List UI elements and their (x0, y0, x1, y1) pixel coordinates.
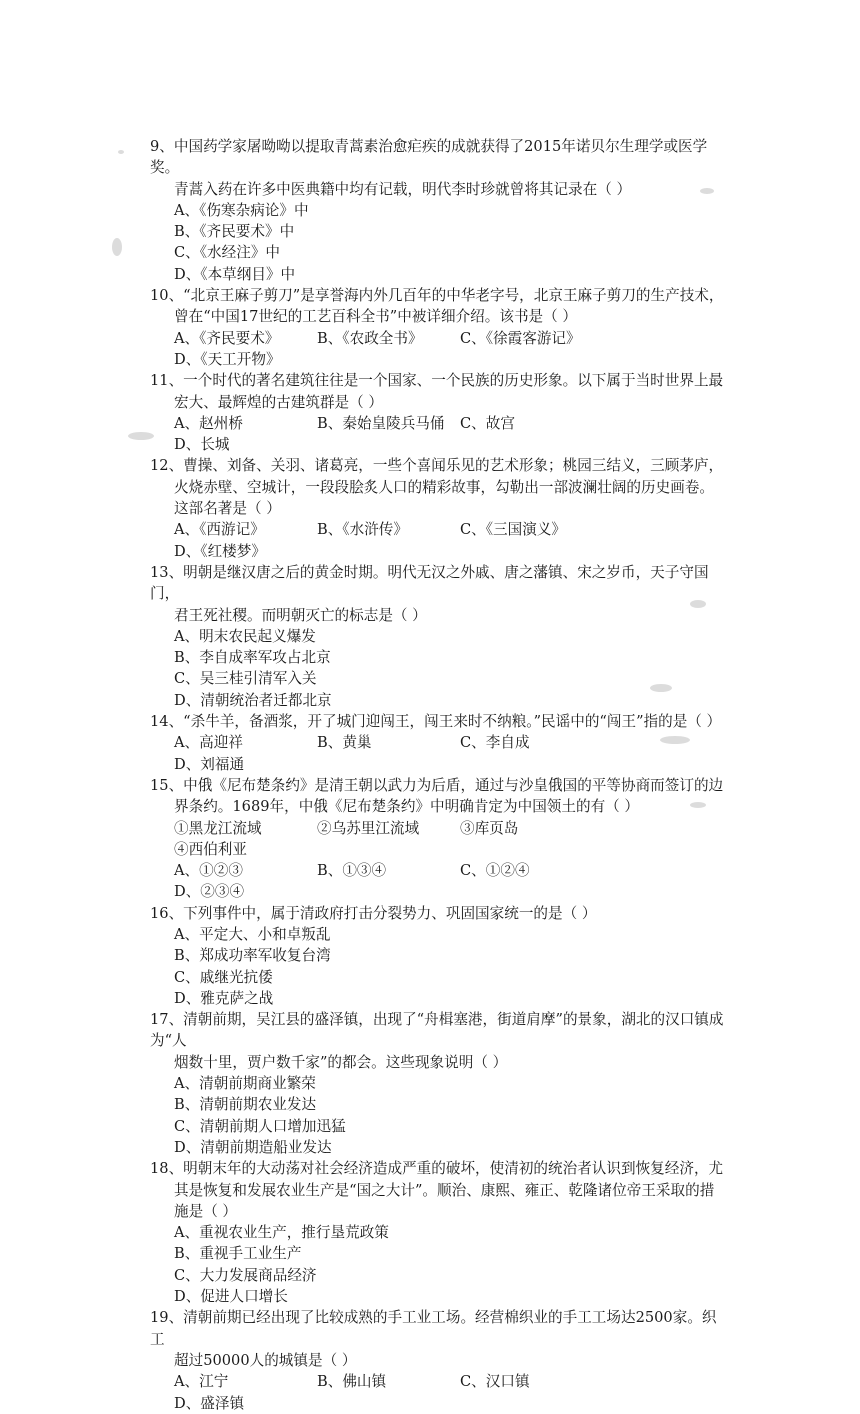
option-c: C、故宫 (460, 414, 515, 432)
question-13 (150, 562, 725, 711)
question-stem: 清朝前期，吴江县的盛泽镇，出现了“舟楫塞港，街道肩摩”的景象，湖北的汉口镇成为“人 (150, 1011, 724, 1050)
question-stem: “北京王麻子剪刀”是享誉海内外几百年的中华老字号，北京王麻子剪刀的生产技术， (183, 287, 724, 305)
question-number: 16、 (150, 904, 184, 922)
option-d: D、《本草纲目》中 (174, 265, 296, 283)
option-b: B、《齐民要术》中 (174, 223, 295, 241)
option-b: B、重视手工业生产 (174, 1245, 302, 1263)
option-c: C、汉口镇 (460, 1373, 530, 1391)
question-stem: 曹操、刘备、关羽、诸葛亮，一些个喜闻乐见的艺术形象；桃园三结义，三顾茅庐， (183, 457, 724, 475)
question-12 (150, 455, 725, 561)
question-11 (150, 370, 725, 455)
option-c: C、清朝前期人口增加迅猛 (174, 1117, 346, 1135)
question-stem: 一个时代的著名建筑往往是一个国家、一个民族的历史形象。以下属于当时世界上最 (183, 372, 724, 390)
sub-item-3: ③库页岛 (460, 819, 519, 837)
question-number: 14、 (150, 713, 184, 731)
option-a: A、清朝前期商业繁荣 (174, 1075, 316, 1093)
option-d: D、清朝前期造船业发达 (174, 1138, 332, 1156)
question-18 (150, 1158, 725, 1307)
option-c: C、吴三桂引清军入关 (174, 670, 317, 688)
question-stem: 明朝末年的大动荡对社会经济造成严重的破坏，使清初的统治者认识到恢复经济，尤 (183, 1160, 724, 1178)
question-stem-cont: 火烧赤壁、空城计，一段段脍炙人口的精彩故事，勾勒出一部波澜壮阔的历史画卷。这部名著是（ ） (174, 478, 714, 518)
question-stem-cont: 宏大、最辉煌的古建筑群是（ ） (174, 393, 383, 411)
scan-noise (118, 150, 124, 154)
question-stem-cont: 烟数十里，贾户数千家”的都会。这些现象说明（ ） (174, 1053, 508, 1071)
option-a: A、①②③ (174, 862, 243, 880)
question-stem-cont: 曾在“中国17世纪的工艺百科全书”中被详细介绍。该书是（ ） (174, 308, 577, 326)
option-d: D、清朝统治者迁都北京 (174, 691, 332, 709)
sub-item-1: ①黑龙江流域 (174, 819, 262, 837)
option-c: C、《三国演义》 (460, 521, 567, 539)
option-a: A、《齐民要术》 (174, 329, 280, 347)
option-b: B、《水浒传》 (317, 521, 408, 539)
option-c: C、《徐霞客游记》 (460, 329, 581, 347)
question-stem: “杀牛羊，备酒浆，开了城门迎闯王，闯王来时不纳粮。”民谣中的“闯王”指的是（ ） (183, 713, 722, 731)
question-14 (150, 711, 725, 775)
question-10 (150, 285, 725, 370)
question-15 (150, 775, 725, 903)
option-c: C、戚继光抗倭 (174, 968, 273, 986)
option-a: A、平定大、小和卓叛乱 (174, 925, 331, 943)
option-d: D、促进人口增长 (174, 1288, 288, 1306)
option-b: B、《农政全书》 (317, 329, 423, 347)
question-stem: 中俄《尼布楚条约》是清王朝以武力为后盾，通过与沙皇俄国的平等协商而签订的边 (183, 776, 724, 794)
option-a: A、《伤寒杂病论》中 (174, 201, 309, 219)
question-number: 15、 (150, 776, 184, 794)
option-b: B、秦始皇陵兵马俑 (317, 414, 445, 432)
option-d: D、《天工开物》 (174, 350, 281, 368)
question-number: 19、 (150, 1309, 184, 1327)
option-d: D、刘福通 (174, 755, 245, 773)
question-list (150, 136, 725, 1414)
question-stem-cont: 青蒿入药在许多中医典籍中均有记载，明代李时珍就曾将其记录在（ ） (174, 180, 632, 198)
question-number: 11、 (150, 372, 184, 390)
question-17 (150, 1009, 725, 1158)
option-b: B、郑成功率军收复台湾 (174, 947, 331, 965)
question-stem: 下列事件中，属于清政府打击分裂势力、巩固国家统一的是（ ） (183, 904, 597, 922)
sub-item-4: ④西伯利亚 (174, 840, 247, 858)
scan-noise (112, 238, 122, 256)
option-b: B、佛山镇 (317, 1373, 387, 1391)
option-a: A、江宁 (174, 1373, 229, 1391)
question-16 (150, 903, 725, 1009)
sub-item-2: ②乌苏里江流域 (317, 819, 420, 837)
option-d: D、②③④ (174, 883, 245, 901)
option-c: C、①②④ (460, 862, 530, 880)
option-a: A、《西游记》 (174, 521, 265, 539)
question-number: 9、 (150, 138, 174, 155)
question-stem-cont: 君王死社稷。而明朝灭亡的标志是（ ） (174, 606, 427, 624)
option-a: A、重视农业生产，推行垦荒政策 (174, 1224, 389, 1242)
option-a: A、明末农民起义爆发 (174, 627, 316, 645)
option-d: D、《红楼梦》 (174, 542, 266, 560)
option-c: C、李自成 (460, 734, 530, 752)
question-number: 17、 (150, 1011, 184, 1029)
question-stem: 明朝是继汉唐之后的黄金时期。明代无汉之外戚、唐之藩镇、宋之岁币，天子守国门， (150, 563, 709, 603)
option-d: D、雅克萨之战 (174, 989, 274, 1007)
question-number: 13、 (150, 563, 184, 581)
question-number: 18、 (150, 1160, 184, 1178)
question-stem: 清朝前期已经出现了比较成熟的手工业工场。经营棉织业的手工工场达2500家。织工 (150, 1309, 717, 1348)
option-a: A、赵州桥 (174, 414, 243, 432)
option-a: A、高迎祥 (174, 734, 243, 752)
option-c: C、《水经注》中 (174, 244, 281, 262)
question-9 (150, 136, 725, 285)
option-d: D、盛泽镇 (174, 1394, 245, 1412)
option-c: C、大力发展商品经济 (174, 1266, 317, 1284)
option-b: B、李自成率军攻占北京 (174, 649, 331, 667)
question-number: 12、 (150, 457, 184, 475)
question-number: 10、 (150, 287, 184, 305)
question-stem-cont: 界条约。1689年，中俄《尼布楚条约》中明确肯定为中国领土的有（ ） (174, 798, 640, 816)
question-stem-cont: 超过50000人的城镇是（ ） (174, 1351, 357, 1369)
question-stem-cont: 其是恢复和发展农业生产是“国之大计”。顺治、康熙、雍正、乾隆诸位帝王采取的措施是（ ） (174, 1181, 715, 1220)
option-b: B、黄巢 (317, 734, 372, 752)
question-stem: 中国药学家屠呦呦以提取青蒿素治愈疟疾的成就获得了2015年诺贝尔生理学或医学奖。 (150, 138, 708, 177)
option-b: B、①③④ (317, 862, 387, 880)
question-19 (150, 1307, 725, 1413)
option-b: B、清朝前期农业发达 (174, 1096, 317, 1114)
option-d: D、长城 (174, 436, 230, 454)
